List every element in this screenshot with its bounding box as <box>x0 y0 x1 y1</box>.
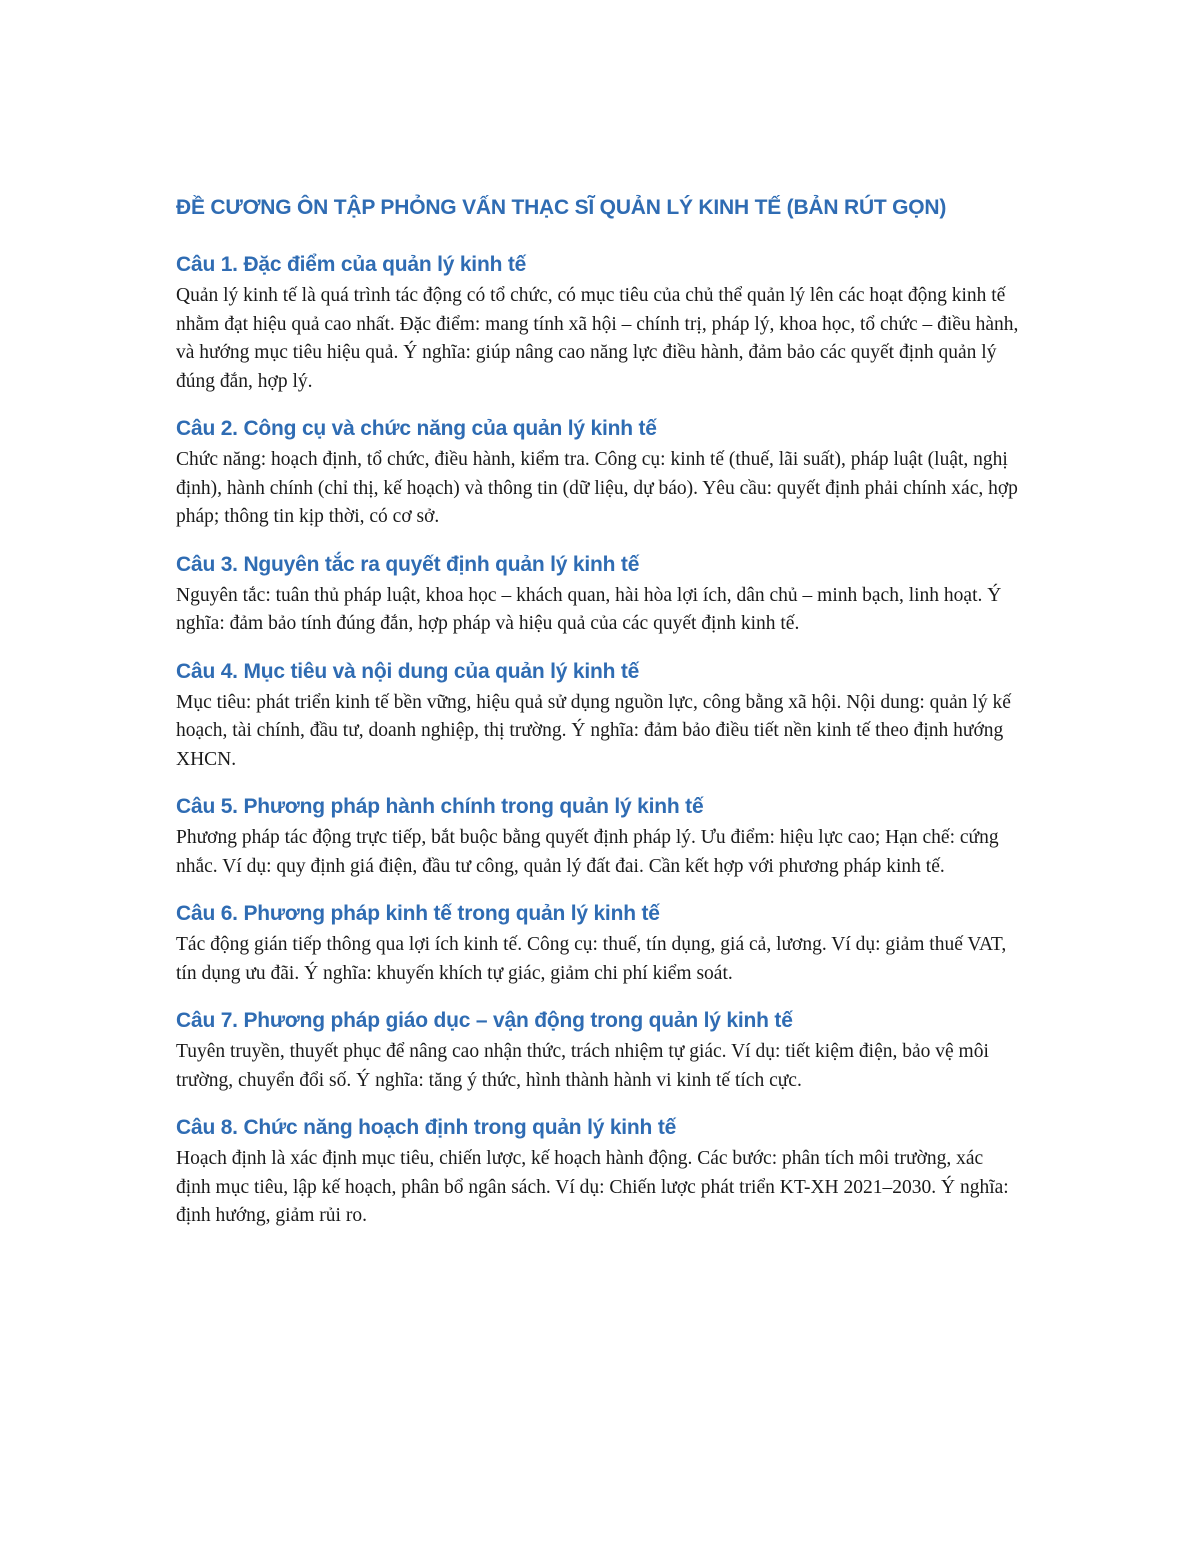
document-title: ĐỀ CƯƠNG ÔN TẬP PHỎNG VẤN THẠC SĨ QUẢN LÝ KINH TẾ (BẢN RÚT GỌN) <box>176 196 947 219</box>
section-7 <box>176 1007 1022 1095</box>
section-8 <box>176 1114 1022 1231</box>
section-heading: Câu 5. Phương pháp hành chính trong quản lý kinh tế <box>176 795 704 818</box>
section-body: Phương pháp tác động trực tiếp, bắt buộc bằng quyết định pháp lý. Ưu điểm: hiệu lực cao; Hạn chế: cứng nhắc. Ví dụ: quy định giá điện, đầu tư công, quản lý đất đai. Cần kết hợp với phương pháp kinh tế. <box>176 827 999 877</box>
section-heading: Câu 8. Chức năng hoạch định trong quản lý kinh tế <box>176 1116 677 1139</box>
section-body: Quản lý kinh tế là quá trình tác động có tổ chức, có mục tiêu của chủ thể quản lý lên các hoạt động kinh tế nhằm đạt hiệu quả cao nhất. Đặc điểm: mang tính xã hội – chính trị, pháp lý, khoa học, tổ chức – điều hành, và hướng mục tiêu hiệu quả. Ý nghĩa: giúp nâng cao năng lực điều hành, đảm bảo các quyết định quản lý đúng đắn, hợp lý. <box>176 285 1019 392</box>
section-3 <box>176 551 1022 639</box>
section-heading: Câu 2. Công cụ và chức năng của quản lý kinh tế <box>176 417 657 440</box>
section-heading: Câu 6. Phương pháp kinh tế trong quản lý kinh tế <box>176 902 660 925</box>
section-6 <box>176 900 1022 988</box>
section-body: Mục tiêu: phát triển kinh tế bền vững, hiệu quả sử dụng nguồn lực, công bằng xã hội. Nội dung: quản lý kế hoạch, tài chính, đầu tư, doanh nghiệp, thị trường. Ý nghĩa: đảm bảo điều tiết nền kinh tế theo định hướng XHCN. <box>176 691 1011 770</box>
section-body: Tuyên truyền, thuyết phục để nâng cao nhận thức, trách nhiệm tự giác. Ví dụ: tiết kiệm điện, bảo vệ môi trường, chuyển đổi số. Ý nghĩa: tăng ý thức, hình thành hành vi kinh tế tích cực. <box>176 1041 989 1091</box>
section-body: Chức năng: hoạch định, tổ chức, điều hành, kiểm tra. Công cụ: kinh tế (thuế, lãi suất), pháp luật (luật, nghị định), hành chính (chỉ thị, kế hoạch) và thông tin (dữ liệu, dự báo). Yêu cầu: quyết định phải chính xác, hợp pháp; thông tin kịp thời, có cơ sở. <box>176 449 1018 527</box>
section-heading: Câu 7. Phương pháp giáo dục – vận động trong quản lý kinh tế <box>176 1009 793 1032</box>
section-5 <box>176 793 1022 881</box>
section-1 <box>176 251 1022 396</box>
section-heading: Câu 3. Nguyên tắc ra quyết định quản lý kinh tế <box>176 552 640 576</box>
section-body: Tác động gián tiếp thông qua lợi ích kinh tế. Công cụ: thuế, tín dụng, giá cả, lương. Ví dụ: giảm thuế VAT, tín dụng ưu đãi. Ý nghĩa: khuyến khích tự giác, giảm chi phí kiểm soát. <box>176 934 1007 984</box>
section-heading: Câu 4. Mục tiêu và nội dung của quản lý kinh tế <box>176 659 640 683</box>
section-4 <box>176 658 1022 775</box>
section-body: Hoạch định là xác định mục tiêu, chiến lược, kế hoạch hành động. Các bước: phân tích môi trường, xác định mục tiêu, lập kế hoạch, phân bổ ngân sách. Ví dụ: Chiến lược phát triển KT-XH 2021–2030. Ý nghĩa: định hướng, giảm rủi ro. <box>176 1148 1009 1226</box>
section-2 <box>176 415 1022 532</box>
section-body: Nguyên tắc: tuân thủ pháp luật, khoa học – khách quan, hài hòa lợi ích, dân chủ – minh bạch, linh hoạt. Ý nghĩa: đảm bảo tính đúng đắn, hợp pháp và hiệu quả của các quyết định kinh tế. <box>176 584 1002 634</box>
section-heading: Câu 1. Đặc điểm của quản lý kinh tế <box>176 253 527 276</box>
